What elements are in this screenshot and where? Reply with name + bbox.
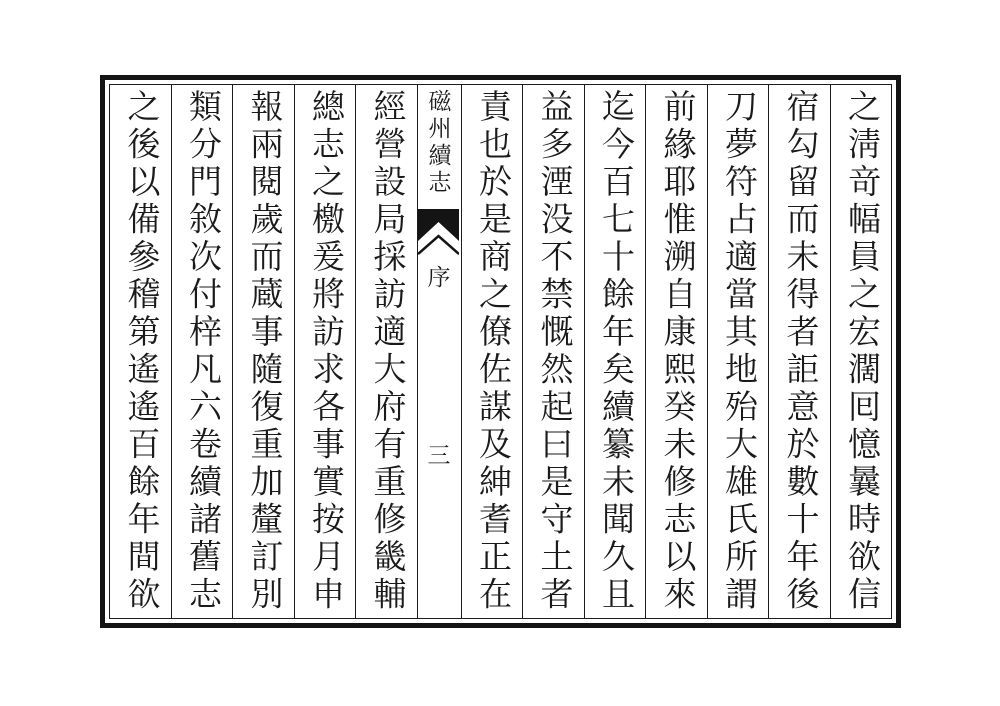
text-column-7: 責也於是商之僚佐謀及紳耆正在 [461,85,523,618]
text-column-12: 之後以備參稽第遙遙百餘年間欲 [122,89,159,614]
text-column-3: 刀夢符占適當其地殆大雄氏所謂 [707,85,769,618]
page-number: 三 [427,443,451,468]
page-inner-frame [109,84,892,619]
text-columns [110,85,891,618]
text-column-9: 總志之檄爰將訪求各事實按月申 [294,85,356,618]
text-column-1: 之淸竒幅員之宏濶囘憶曩時欲信 [830,85,892,618]
section-label: 序 [427,265,451,290]
text-column-4: 前緣耶惟溯自康熙癸未修志以來 [645,85,707,618]
text-column-10: 報兩閱歲而蔵事隨復重加釐訂別 [232,85,294,618]
text-column-5: 迄今百七十餘年矣續纂未聞久且 [584,85,646,618]
text-column-2: 宿勾留而未得者詎意於數十年後 [768,85,830,618]
book-title: 磁州續志 [425,89,451,197]
center-fold-column [417,85,461,618]
text-column-11: 類分門敘次付梓凡六卷續諸舊志 [171,85,233,618]
page-outer-frame [100,75,901,628]
text-column-6: 益多湮没不禁慨然起曰是守土者 [522,85,584,618]
text-column-8: 經營設局採訪適大府有重修畿輔 [355,85,417,618]
fishtail-mark-icon [418,209,459,257]
